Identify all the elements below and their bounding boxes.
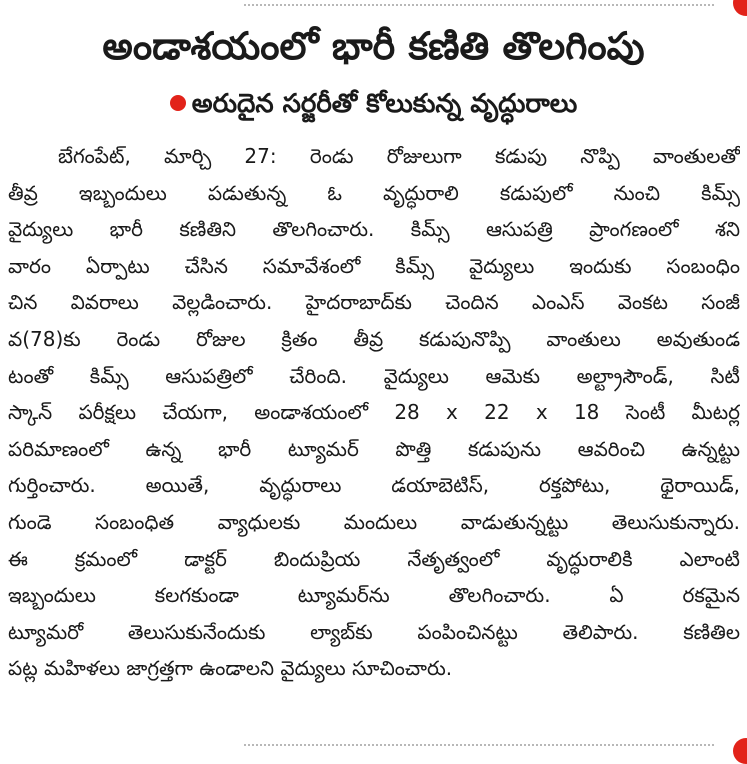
body-line: ఇబ్బందులు కలగకుండా ట్యూమర్‌ను తొలగించారు. ఏ రకమైన [8, 583, 740, 608]
body-line: వారం ఏర్పాటు చేసిన సమావేశంలో కిమ్స్ వైద్యులు ఇందుకు సంబంధిం [8, 253, 740, 278]
headline: అండాశయంలో భారీ కణితి తొలగింపు [102, 24, 645, 68]
body-line: టంతో కిమ్స్ ఆసుపత్రిలో చేరింది. వైద్యులు ఆమెకు అల్ట్రాసౌండ్, సిటీ [8, 363, 740, 388]
bullet-icon [170, 95, 186, 111]
bottom-dotted-border [244, 744, 714, 746]
body-line: గుండె సంబంధిత వ్యాధులకు మందులు వాడుతున్నట్టు తెలుసుకున్నారు. [8, 509, 740, 534]
body-line: బేగంపేట్, మార్చి 27: రెండు రోజులుగా కడుపు నొప్పి వాంతులతో [58, 144, 740, 168]
body-line: పరిమాణంలో ఉన్న భారీ ట్యూమర్ పొత్తి కడుపును ఆవరించి ఉన్నట్టు [8, 436, 740, 461]
subheadline: అరుదైన సర్జరీతో కోలుకున్న వృద్ధురాలు [191, 89, 578, 119]
top-corner-mark [733, 0, 747, 16]
bottom-corner-mark [733, 738, 747, 764]
body-line: ట్యూమరో తెలుసుకునేందుకు ల్యాబ్‌కు పంపించినట్టు తెలిపారు. కణితిల [8, 619, 740, 644]
body-line: వైద్యులు భారీ కణితిని తొలగించారు. కిమ్స్ ఆసుపత్రి ప్రాంగణంలో శని [8, 217, 740, 242]
body-line: పట్ల మహిళలు జాగ్రత్తగా ఉండాలని వైద్యులు సూచించారు. [8, 656, 453, 681]
article-body [8, 138, 740, 687]
body-line: చిన వివరాలు వెల్లడించారు. హైదరాబాద్‌కు చెందిన ఎంఎస్ వెంకట సంజీ [8, 290, 740, 315]
body-line: ఈ క్రమంలో డాక్టర్ బిందుప్రియ నేతృత్వంలో వృద్ధురాలికి ఎలాంటి [8, 546, 740, 571]
body-line: తీవ్ర ఇబ్బందులు పడుతున్న ఓ వృద్ధురాలి కడుపులో నుంచి కిమ్స్ [8, 180, 740, 205]
body-line: గుర్తించారు. అయితే, వృద్ధురాలు డయాబెటిస్, రక్తపోటు, థైరాయిడ్, [8, 473, 740, 498]
subheadline-row [0, 82, 747, 126]
top-dotted-border [244, 4, 714, 6]
body-line: వ(78)కు రెండు రోజుల క్రితం తీవ్ర కడుపునొప్పి వాంతులు అవుతుండ [8, 326, 740, 351]
body-line: స్కాన్ పరీక్షలు చేయగా, అండాశయంలో 28 x 22 x 18 సెంటీ మీటర్ల [8, 400, 740, 425]
